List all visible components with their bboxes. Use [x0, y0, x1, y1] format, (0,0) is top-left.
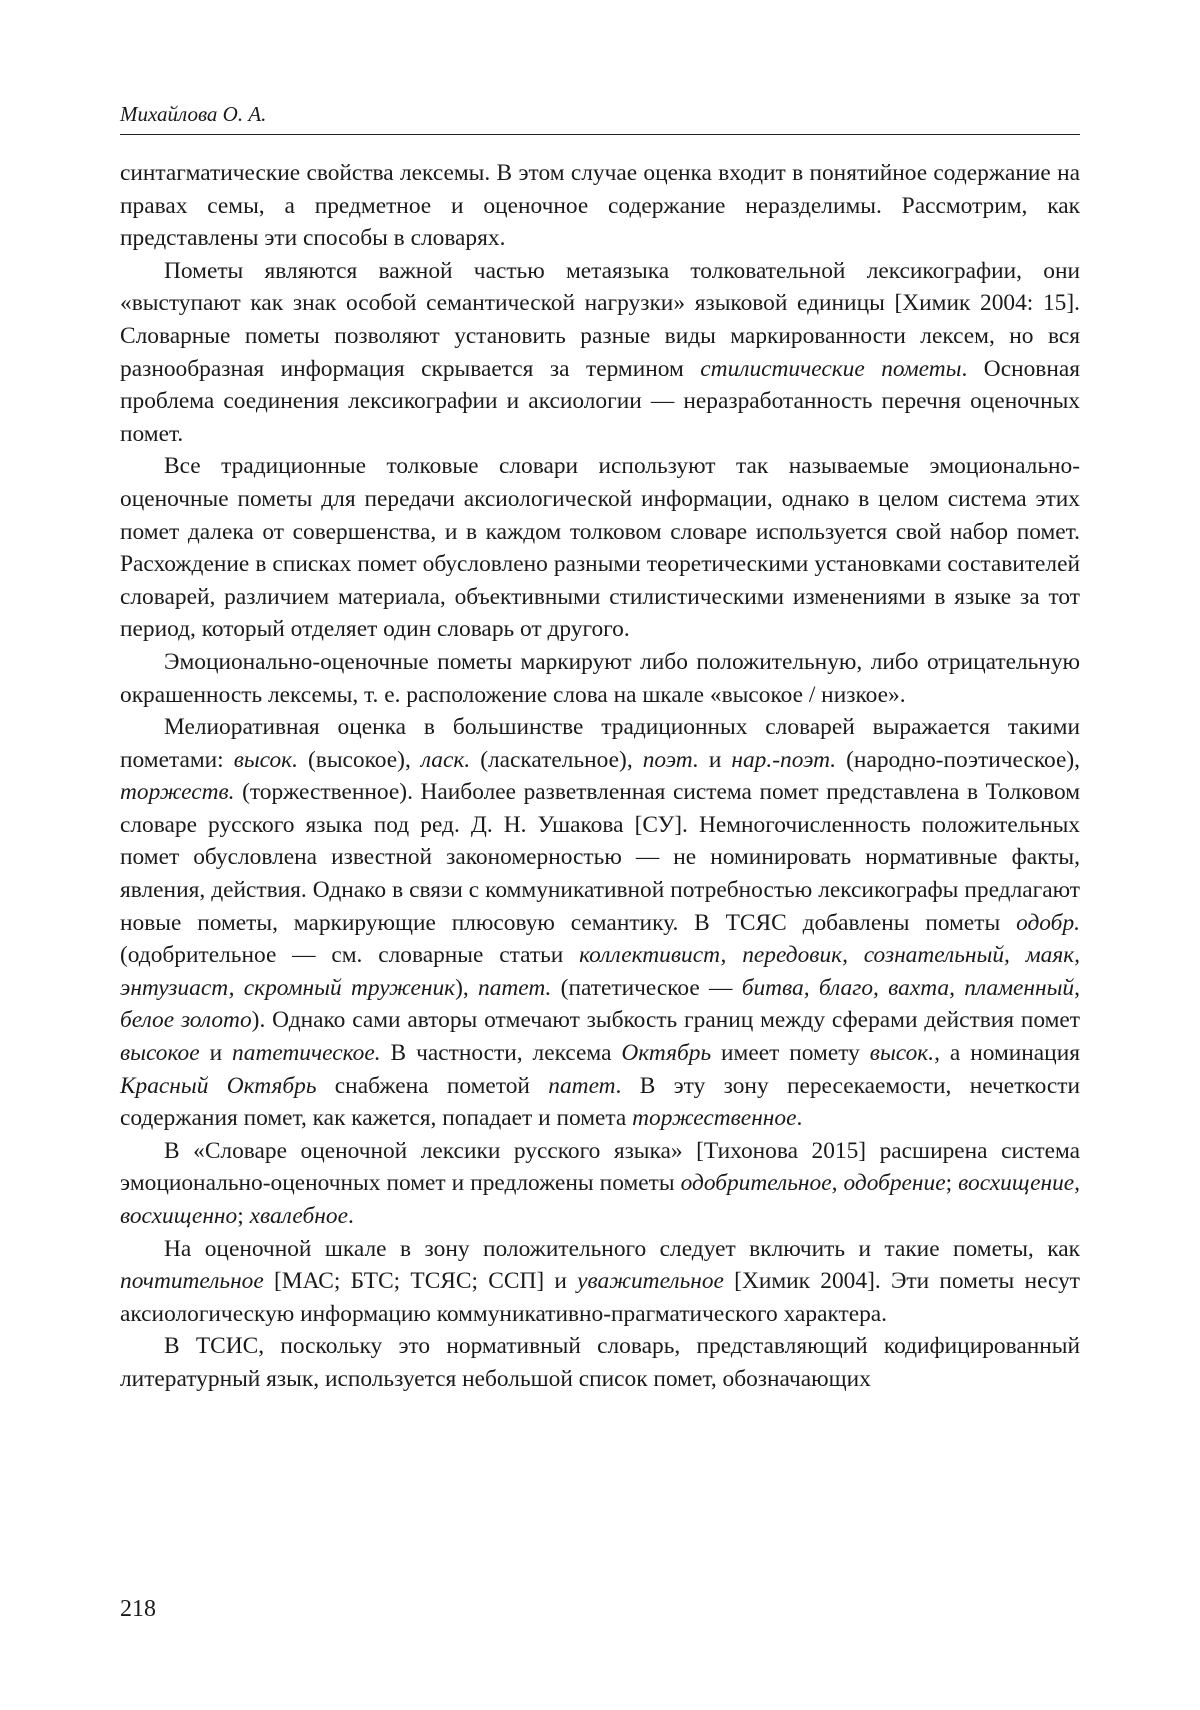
- text-run: (одобрительное — см. словарные статьи: [120, 942, 580, 969]
- text-run: (патетическое —: [551, 974, 742, 1001]
- text-run: [Химик 2004]. Эти пометы несут аксиологическую информацию коммуникативно-прагматического характера.: [120, 1268, 1080, 1327]
- italic-term: уважительное: [577, 1268, 724, 1295]
- paragraph: [120, 1135, 1080, 1233]
- text-run: и: [199, 1040, 233, 1067]
- italic-term: нар.-поэт.: [731, 746, 837, 773]
- italic-term: торжеств.: [120, 779, 235, 806]
- paragraph: [120, 450, 1080, 646]
- italic-term: высокое: [120, 1040, 200, 1067]
- text-run: . В эту зону пересекаемости, нечеткости содержания помет, как кажется, попадает и помета: [120, 1072, 1080, 1132]
- text-run: синтагматические свойства лексемы. В этом случае оценка входит в понятийное содержание на правах семы, а предметное и оценочное содержание неразделимы. Рассмотрим, как представлены эти способы в словарях.: [120, 160, 1080, 252]
- italic-term: ласк.: [420, 746, 471, 773]
- text-run: Все традиционные толковые словари используют так называемые эмоционально-оценочные пометы для передачи аксиологической информации, однако в целом система этих помет далека от совершенства, и в каждом толковом словаре используется свой набор помет. Расхождение в списках помет обусловлено разными теоретическими установками составителей словарей, различием материала, объективными стилистическими изменениями в языке за тот период, который отделяет один словарь от другого.: [120, 453, 1080, 643]
- italic-term: одобрительное, одобрение: [680, 1170, 946, 1197]
- running-head: Михайлова О. А.: [120, 102, 267, 126]
- text-run: ),: [455, 974, 479, 1001]
- text-run: В частности, лексема: [380, 1040, 622, 1067]
- paragraph: [120, 1233, 1080, 1331]
- paragraph: [120, 711, 1080, 1135]
- text-run: (торжественное). Наиболее разветвленная система помет представлена в Толковом словаре русского языка под ред. Д. Н. Ушакова [СУ]. Немногочисленность положительных помет обусловлена известной закономерностью — не номинировать нормативные факты, явления, действия. Однако в связи с коммуникативной потребностью лексикографы предлагают новые пометы, маркирующие плюсовую семантику. В ТСЯС добавлены пометы: [120, 779, 1080, 936]
- text-run: (ласкательное),: [470, 746, 643, 773]
- paragraph: [120, 646, 1080, 711]
- italic-term: Октябрь: [621, 1040, 712, 1067]
- italic-term: патет: [548, 1072, 616, 1099]
- text-run: ,: [1074, 974, 1080, 1001]
- italic-term: хвалебное: [249, 1203, 348, 1229]
- text-run: .: [796, 1105, 803, 1132]
- text-run: (народно-поэтическое),: [836, 746, 1081, 773]
- page: [120, 100, 1080, 1396]
- text-run: , а номинация: [934, 1040, 1080, 1067]
- italic-term: патетическое.: [232, 1040, 381, 1067]
- header-rule: [120, 134, 1080, 135]
- paragraph: [120, 157, 1080, 255]
- text-run: Эмоционально-оценочные пометы маркируют либо положительную, либо отрицательную окрашенность лексемы, т. е. расположение слова на шкале «высокое / низкое».: [120, 648, 1080, 708]
- paragraph: [120, 255, 1080, 451]
- text-run: имеет помету: [711, 1040, 870, 1067]
- italic-term: белое золото: [120, 1007, 252, 1034]
- text-run: .: [347, 1203, 354, 1229]
- text-run: В ТСИС, поскольку это нормативный словарь, представляющий кодифицированный литературный язык, используется небольшой список помет, обозначающих: [120, 1333, 1080, 1392]
- italic-term: почтительное: [120, 1268, 264, 1295]
- body-text: [120, 157, 1080, 1396]
- text-run: [МАС; БТС; ТСЯС; ССП] и: [263, 1268, 578, 1295]
- text-run: ). Однако сами авторы отмечают зыбкость границ между сферами действия помет: [251, 1007, 1081, 1034]
- text-run: ;: [945, 1170, 959, 1197]
- italic-term: высок.: [233, 746, 298, 773]
- italic-term: одобр.: [1016, 909, 1080, 936]
- italic-term: Красный Октябрь: [120, 1072, 317, 1099]
- text-run: Мелиоративная оценка в большинстве традиционных словарей выражается такими пометами:: [120, 714, 1080, 773]
- text-run: . Основная проблема соединения лексикографии и аксиологии — неразработанность перечня оценочных помет.: [120, 355, 1080, 447]
- text-run: На оценочной шкале в зону положительного следует включить и такие пометы, как: [164, 1235, 1080, 1262]
- text-run: В «Словаре оценочной лексики русского языка» [Тихонова 2015] расширена система эмоционально-оценочных помет и предложены пометы: [120, 1137, 1080, 1197]
- italic-term: высок.: [869, 1040, 935, 1067]
- italic-term: поэт.: [642, 746, 699, 773]
- text-run: ;: [237, 1203, 250, 1229]
- text-run: снабжена пометой: [316, 1072, 549, 1099]
- italic-term: патет.: [478, 974, 552, 1001]
- paragraph: [120, 1330, 1080, 1395]
- italic-term: стилистические пометы: [700, 355, 962, 382]
- italic-term: восхищение, восхищенно: [120, 1170, 1080, 1229]
- italic-term: коллективист, передовик, сознательный, маяк, энтузиаст, скромный труженик: [120, 942, 1080, 1001]
- italic-term: торжественное: [632, 1105, 797, 1132]
- page-number: 218: [120, 1596, 156, 1622]
- text-run: (высокое),: [297, 746, 421, 773]
- text-run: Пометы являются важной частью метаязыка толковательной лексикографии, они «выступают как знак особой семантической нагрузки» языковой единицы [Химик 2004: 15]. Словарные пометы позволяют установить разные виды маркированности лексем, но вся разнообразная информация скрывается за термином: [120, 257, 1080, 382]
- italic-term: битва, благо, вахта, пламенный: [741, 974, 1075, 1001]
- text-run: и: [698, 746, 732, 773]
